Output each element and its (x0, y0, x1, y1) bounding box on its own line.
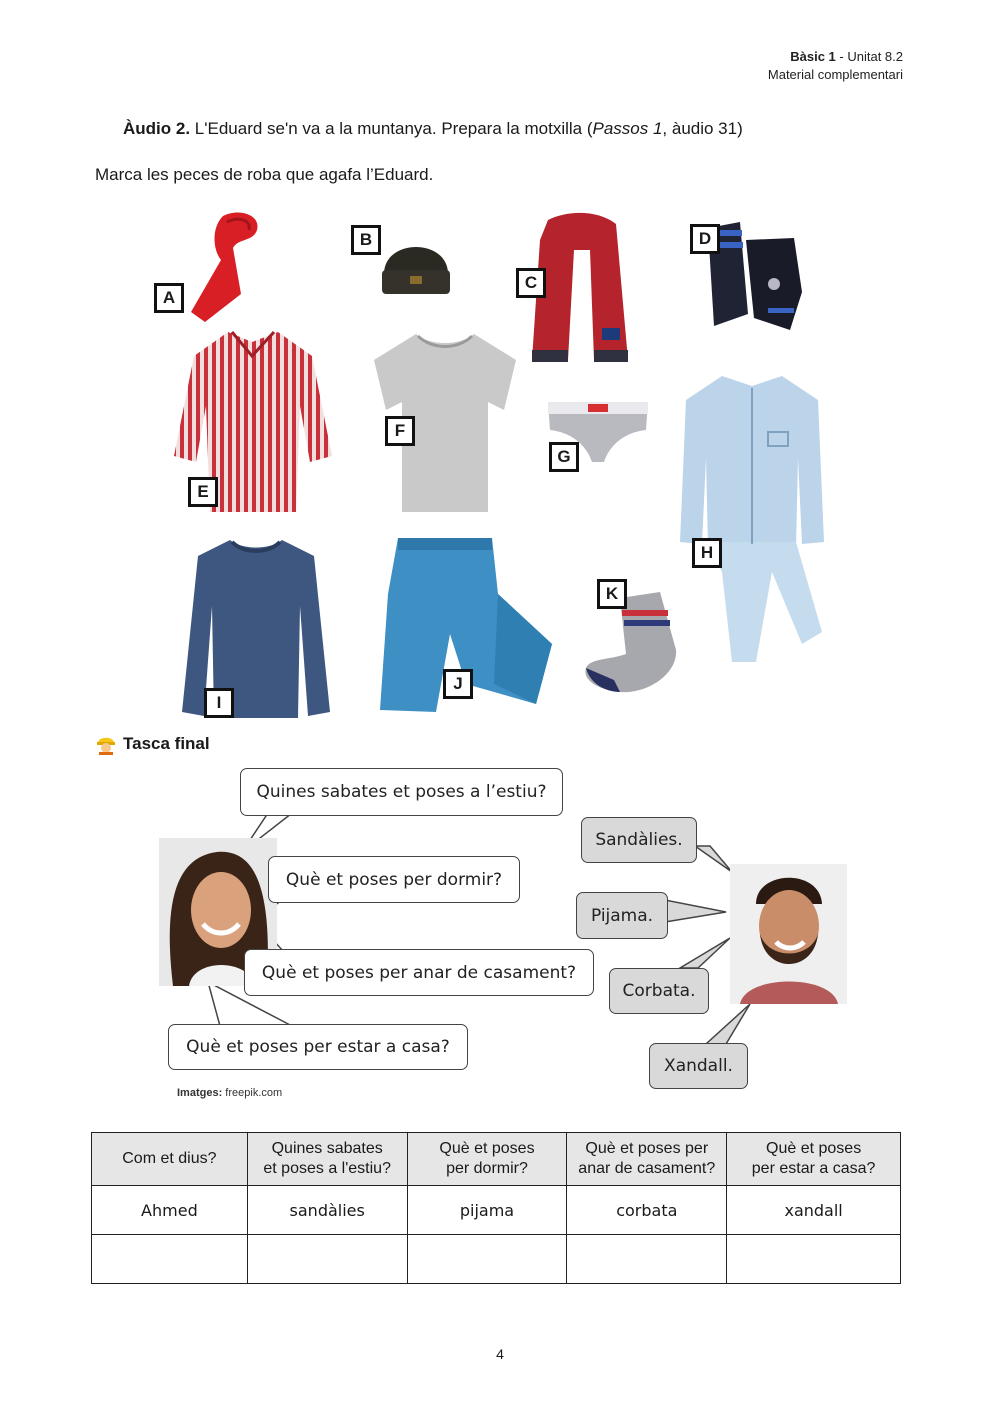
question-bubble: Quines sabates et poses a l’estiu? (240, 768, 563, 816)
item-label-j: J (443, 669, 473, 699)
item-label-g: G (549, 442, 579, 472)
pyjamas-icon (672, 372, 832, 664)
table-header-cell: Què et poses per dormir? (407, 1133, 567, 1186)
item-label-a: A (154, 283, 184, 313)
audio-source: Passos 1 (592, 119, 663, 138)
question-bubble: Què et poses per estar a casa? (168, 1024, 468, 1070)
man-photo (730, 864, 847, 1004)
table-header-row (92, 1133, 901, 1186)
audio-text-before: L'Eduard se'n va a la muntanya. Prepara la motxilla ( (190, 119, 593, 138)
table-header-cell: Com et dius? (92, 1133, 248, 1186)
answer-bubble: Pijama. (576, 892, 668, 939)
course-name: Bàsic 1 (790, 49, 836, 64)
table-cell[interactable] (247, 1235, 407, 1284)
table-cell[interactable]: corbata (567, 1186, 727, 1235)
table-header-cell: Quines sabates et poses a l'estiu? (247, 1133, 407, 1186)
table-cell[interactable]: sandàlies (247, 1186, 407, 1235)
table-cell[interactable] (727, 1235, 901, 1284)
answer-bubble: Corbata. (609, 968, 709, 1014)
socks-icon (580, 588, 680, 698)
item-label-e: E (188, 477, 218, 507)
audio-title (123, 119, 743, 139)
credit-label: Imatges: (177, 1087, 223, 1099)
table-cell[interactable]: pijama (407, 1186, 567, 1235)
table-cell[interactable]: xandall (727, 1186, 901, 1235)
credit-source: freepik.com (222, 1087, 283, 1099)
page-number: 4 (496, 1346, 504, 1362)
header-subtitle: Material complementari (767, 67, 903, 82)
item-label-f: F (385, 416, 415, 446)
instruction: Marca les peces de roba que agafa l’Eduard. (95, 165, 434, 184)
sweater-icon (180, 536, 332, 720)
task-title-text: Tasca final (123, 734, 210, 753)
answer-bubble: Xandall. (649, 1043, 748, 1089)
beanie-icon (378, 226, 454, 298)
table-header-cell: Què et poses per estar a casa? (727, 1133, 901, 1186)
table-cell[interactable] (567, 1235, 727, 1284)
item-label-k: K (597, 579, 627, 609)
item-label-c: C (516, 268, 546, 298)
question-bubble: Què et poses per anar de casament? (244, 949, 594, 996)
table-cell-name[interactable] (92, 1235, 248, 1284)
image-credit (177, 1087, 282, 1099)
table-cell[interactable] (407, 1235, 567, 1284)
item-label-b: B (351, 225, 381, 255)
item-label-i: I (204, 688, 234, 718)
audio-label: Àudio 2. (123, 119, 191, 138)
item-label-h: H (692, 538, 722, 568)
table-header-cell: Què et poses per anar de casament? (567, 1133, 727, 1186)
unit-name: - Unitat 8.2 (835, 49, 903, 64)
worker-emoji-icon (95, 733, 117, 755)
answer-bubble: Sandàlies. (581, 817, 697, 863)
task-title (95, 733, 210, 755)
answer-table (91, 1132, 901, 1284)
table-cell-name[interactable]: Ahmed (92, 1186, 248, 1235)
page-header (768, 48, 903, 84)
item-label-d: D (690, 224, 720, 254)
audio-text-after: , àudio 31) (662, 119, 743, 138)
table-row (92, 1235, 901, 1284)
table-row (92, 1186, 901, 1235)
tie-icon (183, 208, 263, 326)
question-bubble: Què et poses per dormir? (268, 856, 520, 903)
